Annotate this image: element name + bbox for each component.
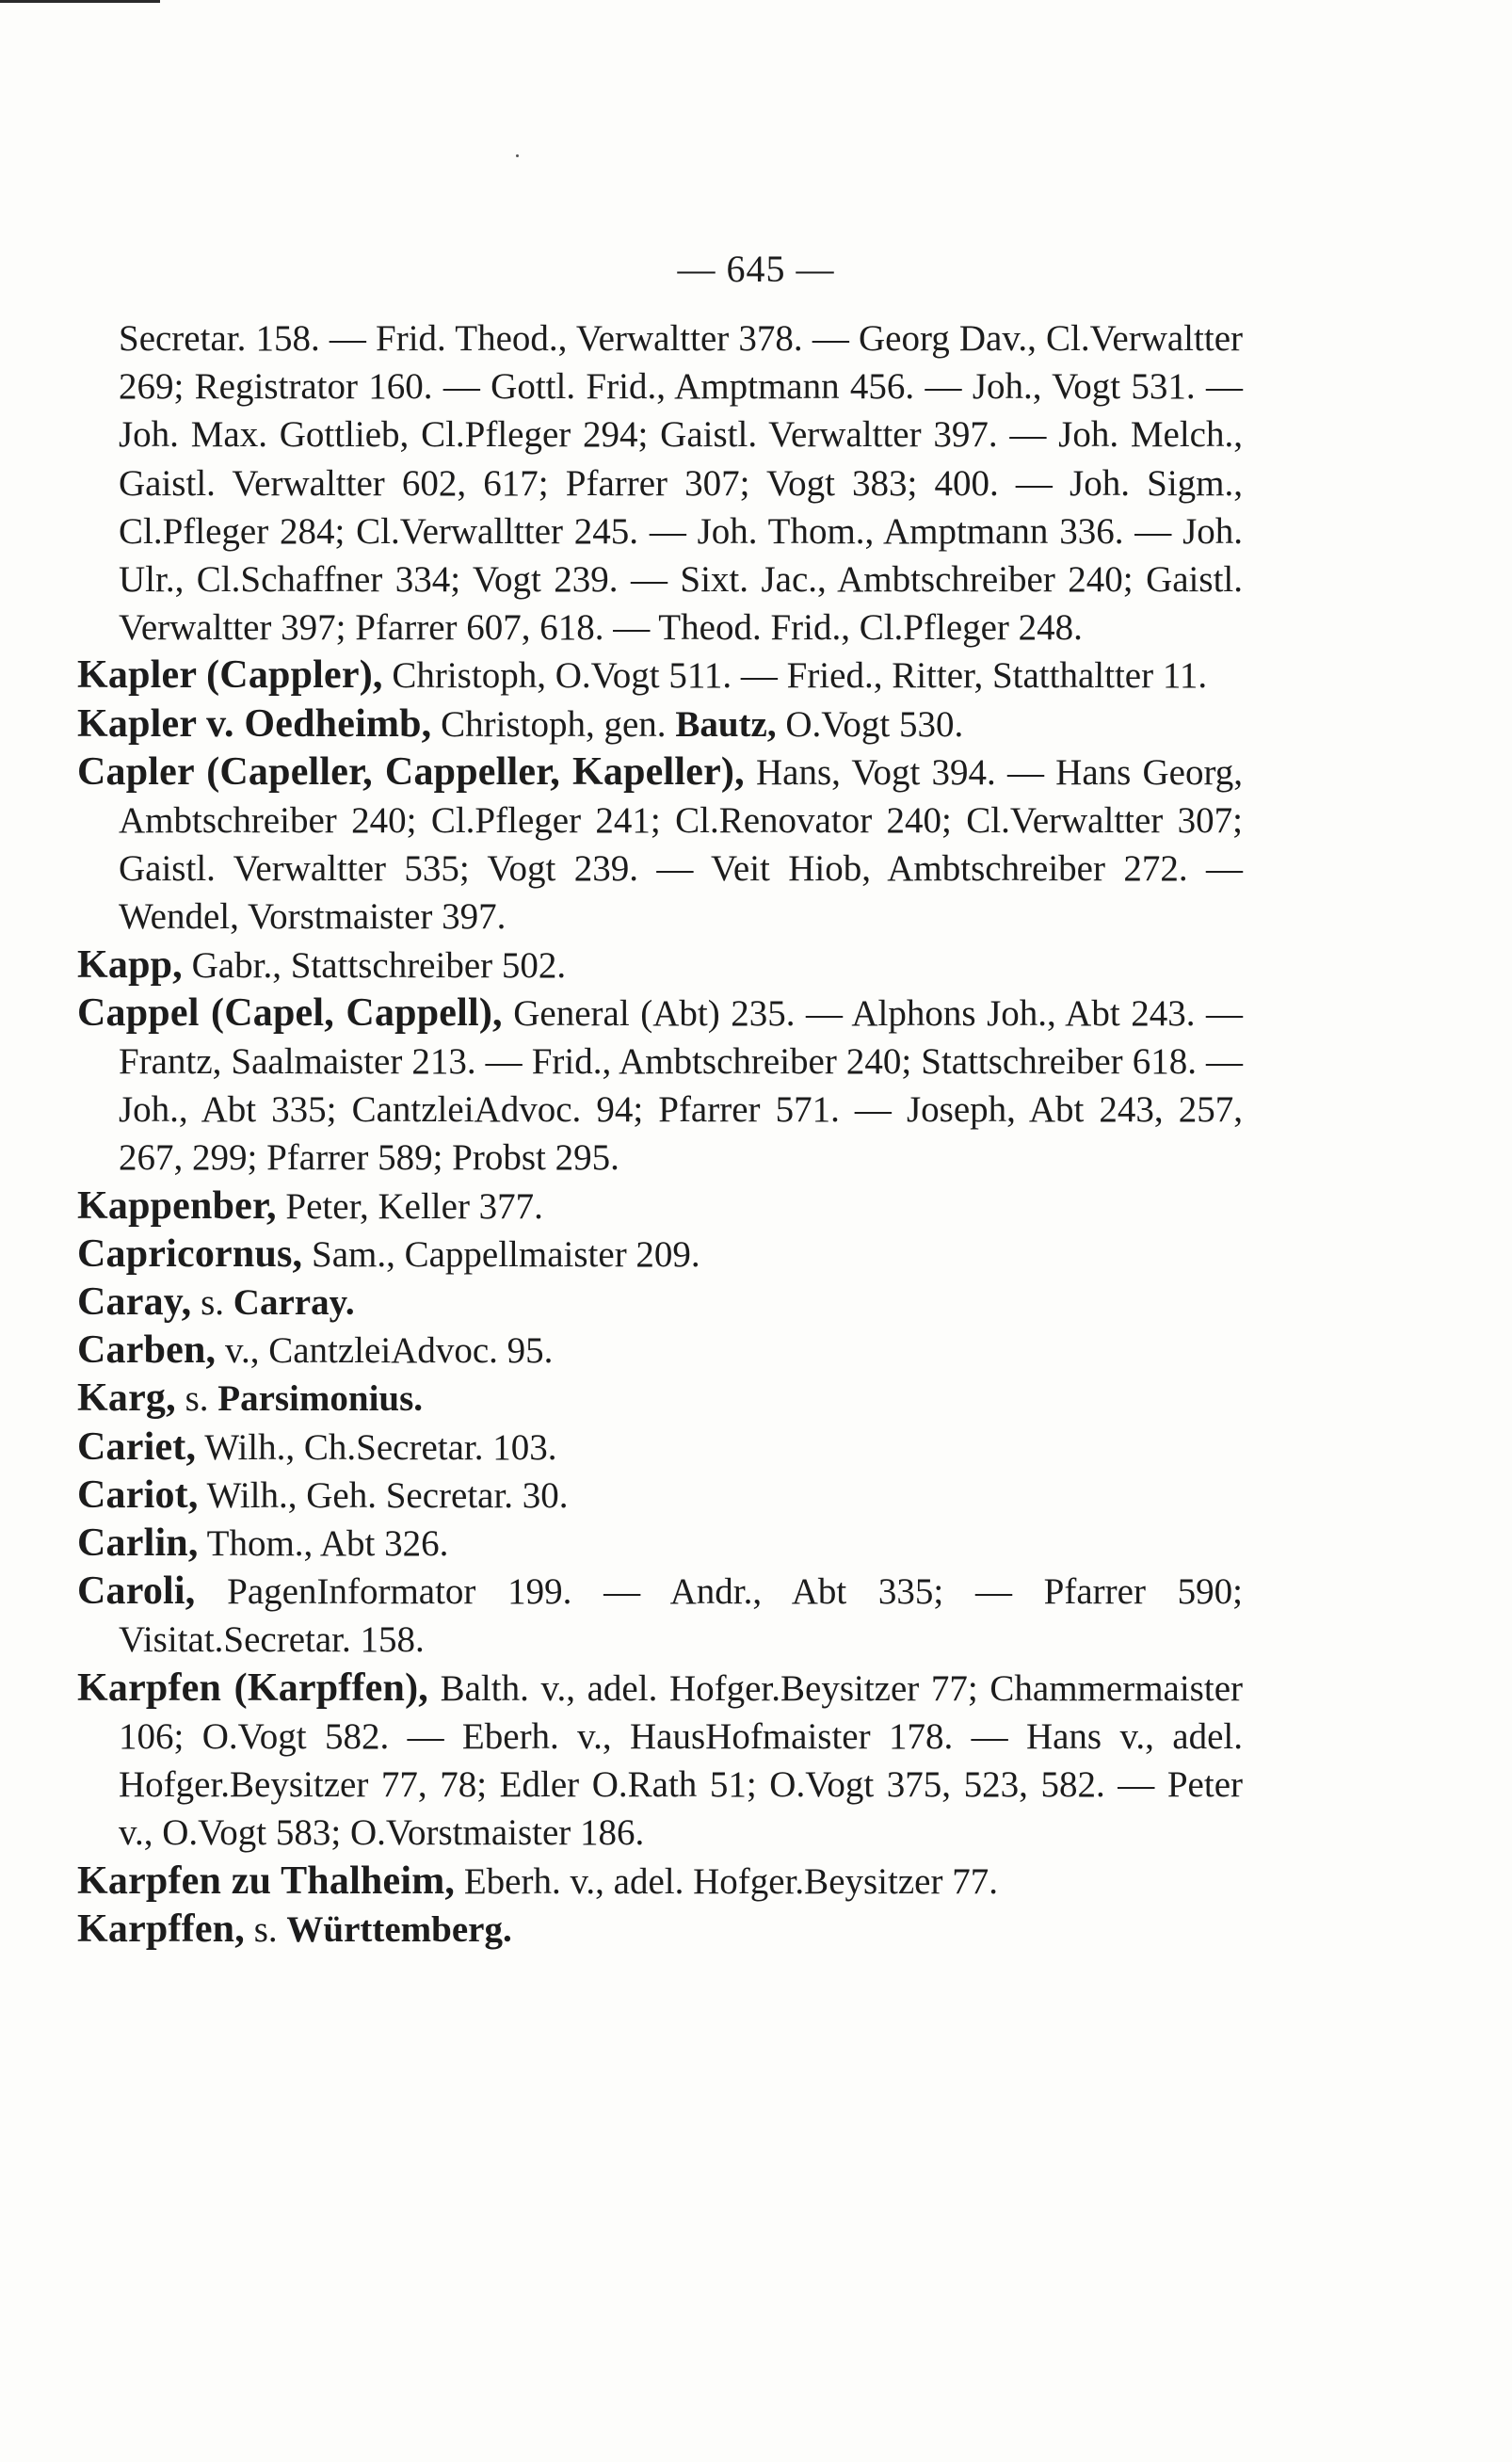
register-entry <box>77 748 1243 941</box>
scan-speck <box>516 154 519 157</box>
entry-text: Peter, Keller 377. <box>276 1185 543 1227</box>
entry-text: Christoph, gen. <box>431 703 676 745</box>
entry-headword: Karpffen, <box>77 1907 245 1951</box>
entry-headword: Cariot, <box>77 1472 199 1517</box>
register-entry <box>77 1279 1243 1327</box>
entry-headword: Kapler v. Oedheimb, <box>77 701 432 746</box>
register-entry <box>77 1665 1243 1858</box>
register-entry <box>77 1375 1243 1423</box>
entry-headword: Karpfen (Karpffen), <box>77 1665 428 1710</box>
register-entries <box>77 314 1243 1954</box>
entry-text: Sam., Cappellmaister 209. <box>302 1233 700 1275</box>
entry-headword: Kapler (Cappler), <box>77 653 383 698</box>
register-entry <box>77 990 1243 1183</box>
entry-headword: Caray, <box>77 1280 192 1325</box>
entry-text: Eberh. v., adel. Hofger.Beysitzer 77. <box>455 1860 998 1902</box>
entry-cross-reference: Württemberg. <box>286 1908 512 1950</box>
entry-text: s. <box>175 1378 218 1420</box>
entry-cross-reference: Parsimonius. <box>217 1378 424 1420</box>
entry-text: Gabr., Stattschreiber 502. <box>182 944 567 986</box>
entry-text: v., CantzleiAdvoc. 95. <box>216 1330 554 1372</box>
entry-text: s. <box>191 1282 233 1324</box>
entry-headword: Capricornus, <box>77 1231 303 1276</box>
entry-text: Christoph, O.Vogt 511. — Fried., Ritter, Statthaltter 11. <box>382 655 1208 697</box>
entry-text: Wilh., Ch.Secretar. 103. <box>196 1426 557 1468</box>
entry-text: Hans, Vogt 394. — Hans Georg, Ambtschreiber 240; Cl.Pfleger 241; Cl.Renovator 240; Cl.Verwaltter 307; Gaistl. Verwaltter 535; Vogt 239. — Veit Hiob, Ambtschreiber 272. — Wendel, Vorstmaister 397. <box>119 751 1243 938</box>
entry-cross-reference: Carray. <box>233 1282 355 1324</box>
register-entry <box>77 1858 1243 1906</box>
register-entry <box>77 941 1243 990</box>
entry-text: Thom., Abt 326. <box>198 1523 449 1565</box>
entry-headword: Capler (Capeller, Cappeller, Kapeller), <box>77 749 745 794</box>
register-entry <box>77 1183 1243 1231</box>
entry-text: PagenInformator 199. — Andr., Abt 335; — Pfarrer 590; Visitat.Secretar. 158. <box>119 1571 1243 1661</box>
register-entry <box>77 1327 1243 1375</box>
entry-headword: Karpfen zu Thalheim, <box>77 1859 456 1903</box>
entry-text: s. <box>244 1908 287 1950</box>
entry-headword: Kappenber, <box>77 1183 277 1228</box>
register-entry <box>77 1906 1243 1954</box>
register-entry <box>77 1424 1243 1472</box>
register-entry <box>77 1231 1243 1279</box>
register-entry <box>77 652 1243 700</box>
entry-headword: Carlin, <box>77 1521 199 1566</box>
entry-text: Balth. v., adel. Hofger.Beysitzer 77; Chammermaister 106; O.Vogt 582. — Eberh. v., HausHofmaister 178. — Hans v., adel. Hofger.Beysitzer 77, 78; Edler O.Rath 51; O.Vogt 375, 523, 582. — Peter v., O.Vogt 583; O.Vorstmaister 186. <box>119 1667 1243 1854</box>
page-number: — 645 — <box>677 248 835 290</box>
entry-headword: Karg, <box>77 1376 176 1421</box>
register-entry <box>77 1472 1243 1520</box>
entry-text: General (Abt) 235. — Alphons Joh., Abt 243. — Frantz, Saalmaister 213. — Frid., Ambtschreiber 240; Stattschreiber 618. — Joh., Abt 335; CantzleiAdvoc. 94; Pfarrer 571. — Joseph, Abt 243, 257, 267, 299; Pfarrer 589; Probst 295. <box>119 992 1243 1179</box>
scan-edge-mark <box>0 0 160 3</box>
entry-text-tail: O.Vogt 530. <box>776 703 964 745</box>
register-entry <box>77 700 1243 748</box>
entry-headword: Cariet, <box>77 1424 197 1469</box>
entry-cross-reference: Bautz, <box>675 703 777 745</box>
register-entry <box>77 1568 1243 1664</box>
entry-headword: Carben, <box>77 1328 217 1373</box>
entry-headword: Caroli, <box>77 1569 196 1614</box>
entry-text: Wilh., Geh. Secretar. 30. <box>198 1474 569 1516</box>
entry-text: Secretar. 158. — Frid. Theod., Verwaltter 378. — Georg Dav., Cl.Verwaltter 269; Registrator 160. — Gottl. Frid., Amptmann 456. — Joh., Vogt 531. — Joh. Max. Gottlieb, Cl.Pfleger 294; Gaistl. Verwaltter 397. — Joh. Melch., Gaistl. Verwaltter 602, 617; Pfarrer 307; Vogt 383; 400. — Joh. Sigm., Cl.Pfleger 284; Cl.Verwalltter 245. — Joh. Thom., Amptmann 336. — Joh. Ulr., Cl.Schaffner 334; Vogt 239. — Sixt. Jac., Ambtschreiber 240; Gaistl. Verwaltter 397; Pfarrer 607, 618. — Theod. Frid., Cl.Pfleger 248. <box>119 318 1243 649</box>
entry-headword: Kapp, <box>77 942 183 987</box>
register-entry-continuation <box>77 314 1243 652</box>
register-entry <box>77 1520 1243 1568</box>
entry-headword: Cappel (Capel, Cappell), <box>77 990 503 1035</box>
